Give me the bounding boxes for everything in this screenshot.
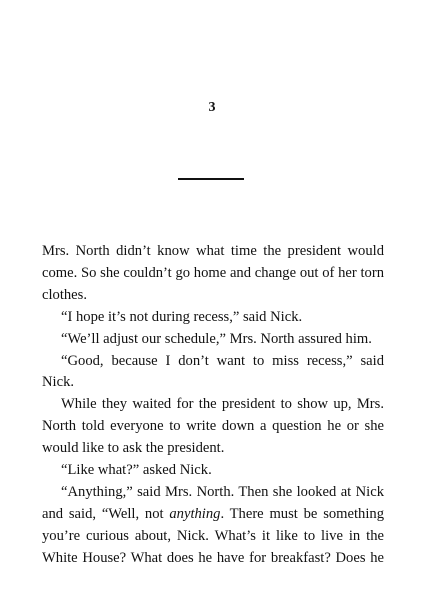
paragraph-2: “I hope it’s not during recess,” said Nick. — [61, 308, 303, 325]
paragraph-1: Mrs. North didn’t know what time the president would come. So she couldn’t go home and change out of her torn clothes. — [42, 243, 384, 303]
paragraph-5: While they waited for the president to show up, Mrs. North told everyone to write down a question he or she would like to ask the president. — [42, 396, 384, 457]
paragraph-7-emphasis: anything — [169, 505, 221, 522]
body-text — [42, 241, 384, 570]
paragraph-7-before: “Anything,” said Mrs. North. Then she looked at Nick and said, “Well, not — [42, 483, 384, 522]
paragraph-4: “Good, because I don’t want to miss recess,” said Nick. — [42, 352, 384, 391]
chapter-number: 3 — [208, 100, 216, 115]
chapter-divider-rule — [178, 178, 244, 180]
paragraph-6: “Like what?” asked Nick. — [61, 462, 212, 479]
paragraph-7 — [42, 482, 384, 570]
paragraph-3: “We’ll adjust our schedule,” Mrs. North assured him. — [61, 330, 372, 347]
paragraph-7-after: . There must be something you’re curious about, Nick. What’s it like to live in the White House? What does he have for breakfast? Does he — [42, 505, 384, 566]
